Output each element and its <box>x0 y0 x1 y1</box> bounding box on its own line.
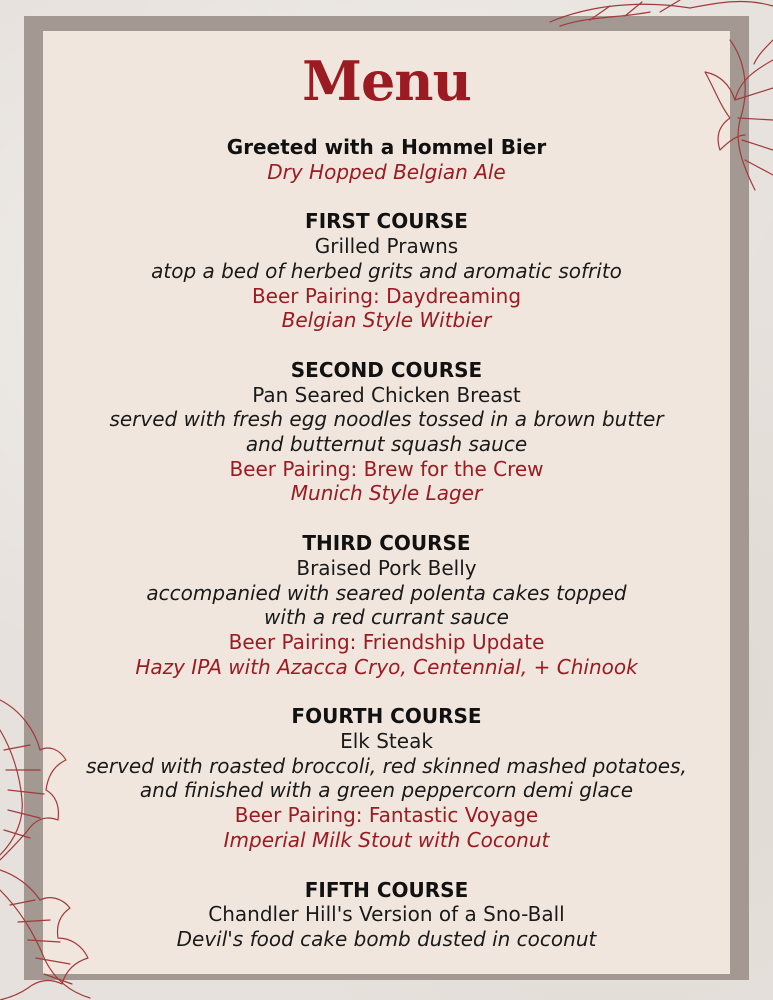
course-description: and finished with a green peppercorn demi glace <box>139 778 634 803</box>
beer-pairing: Beer Pairing: Fantastic Voyage <box>234 803 539 828</box>
course-description: served with roasted broccoli, red skinned mashed potatoes, <box>86 753 687 778</box>
course-fourth <box>43 704 730 852</box>
course-description: atop a bed of herbed grits and aromatic sofrito <box>151 258 622 283</box>
welcome-section <box>43 135 730 184</box>
beer-pairing: Beer Pairing: Daydreaming <box>251 283 522 308</box>
welcome-heading: Greeted with a Hommel Bier <box>226 135 547 159</box>
beer-style: Imperial Milk Stout with Coconut <box>223 827 550 852</box>
beer-pairing: Beer Pairing: Brew for the Crew <box>229 456 544 481</box>
course-heading: SECOND COURSE <box>290 357 483 382</box>
course-dish: Elk Steak <box>340 729 433 754</box>
menu-title: Menu <box>302 49 471 113</box>
course-heading: FOURTH COURSE <box>291 704 482 729</box>
course-second <box>43 358 730 506</box>
welcome-beer-style: Dry Hopped Belgian Ale <box>267 159 506 184</box>
course-first <box>43 209 730 333</box>
course-heading: FIRST COURSE <box>305 209 468 234</box>
course-description: and butternut squash sauce <box>245 432 528 457</box>
course-third <box>43 531 730 679</box>
course-heading: FIFTH COURSE <box>304 877 469 902</box>
beer-style: Munich Style Lager <box>290 481 483 506</box>
beer-style: Belgian Style Witbier <box>281 308 492 333</box>
course-dish: Grilled Prawns <box>314 234 459 259</box>
course-description: with a red currant sauce <box>264 605 509 630</box>
course-description: Devil's food cake bomb dusted in coconut <box>176 926 597 951</box>
beer-style: Hazy IPA with Azacca Cryo, Centennial, + Chinook <box>135 654 638 679</box>
course-dish: Pan Seared Chicken Breast <box>252 382 521 407</box>
course-description: served with fresh egg noodles tossed in a brown butter <box>109 407 664 432</box>
beer-pairing: Beer Pairing: Friendship Update <box>228 629 545 654</box>
menu-content <box>43 31 730 952</box>
course-heading: THIRD COURSE <box>302 531 471 556</box>
course-dish: Chandler Hill's Version of a Sno-Ball <box>208 902 565 927</box>
course-dish: Braised Pork Belly <box>296 555 477 580</box>
course-fifth <box>43 878 730 952</box>
course-description: accompanied with seared polenta cakes topped <box>146 580 627 605</box>
